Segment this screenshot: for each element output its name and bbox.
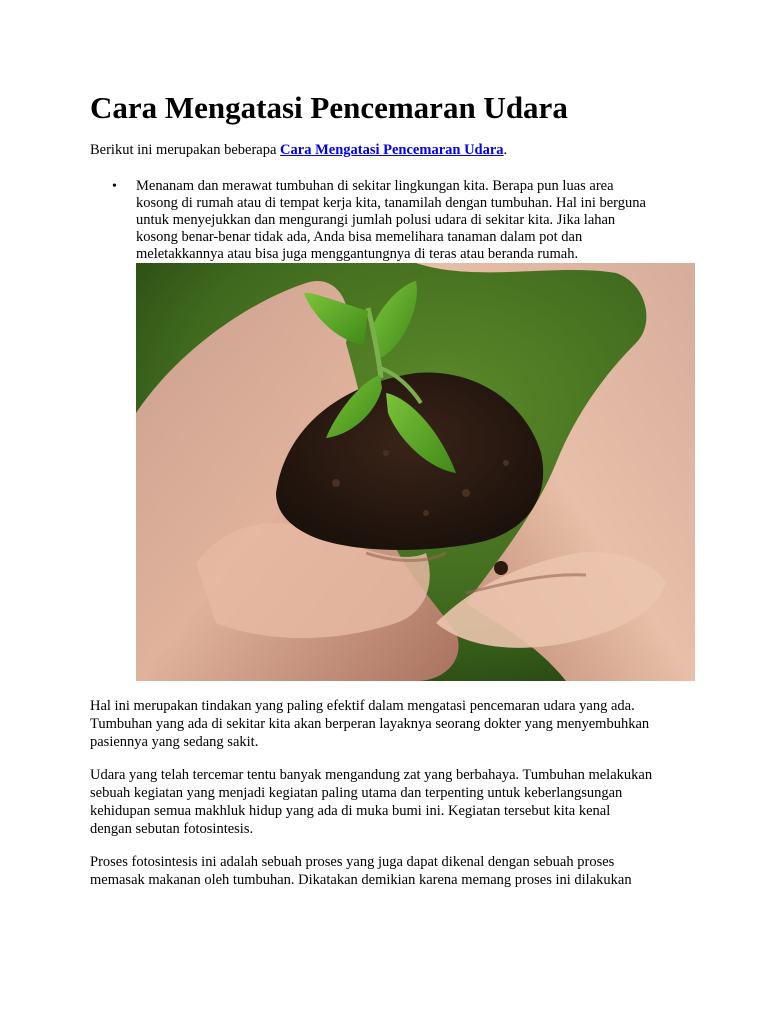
paragraph-line: Proses fotosintesis ini adalah sebuah proses yang juga dapat dikenal dengan sebuah proses (90, 854, 615, 870)
intro-link-text[interactable]: Cara Mengatasi Pencemaran Udara (280, 142, 504, 158)
body-paragraph-2 (90, 766, 652, 838)
bullet-icon: • (112, 179, 117, 194)
paragraph-line: dengan sebutan fotosintesis. (90, 821, 254, 837)
bullet-list (90, 178, 650, 263)
paragraph-line: Tumbuhan yang ada di sekitar kita akan berperan layaknya seorang dokter yang menyembuhkan (90, 716, 650, 732)
bullet-line: kosong benar-benar tidak ada, Anda bisa memelihara tanaman dalam pot dan (136, 229, 583, 245)
seedling-in-hands-image (136, 263, 695, 681)
intro-suffix: . (503, 142, 508, 158)
paragraph-line: sebuah kegiatan yang menjadi kegiatan paling utama dan terpenting untuk keberlangsungan (90, 785, 623, 801)
paragraph-line: Udara yang telah tercemar tentu banyak mengandung zat yang berbahaya. Tumbuhan melakukan (90, 767, 653, 783)
intro-link[interactable] (280, 142, 504, 158)
intro-prefix: Berikut ini merupakan beberapa (90, 142, 281, 158)
seedling-in-hands-photo (136, 263, 695, 681)
body-paragraph-3 (90, 853, 632, 889)
paragraph-line: kehidupan semua makhluk hidup yang ada di muka bumi ini. Kegiatan tersebut kita kenal (90, 803, 611, 819)
list-item (90, 178, 650, 263)
paragraph-line: pasiennya yang sedang sakit. (90, 734, 259, 750)
bullet-line: kosong di rumah atau di tempat kerja kita, tanamilah dengan tumbuhan. Hal ini berguna (136, 195, 646, 211)
page-title: Cara Mengatasi Pencemaran Udara (90, 90, 568, 125)
paragraph-line: memasak makanan oleh tumbuhan. Dikatakan demikian karena memang proses ini dilakukan (90, 872, 632, 888)
bullet-line: untuk menyejukkan dan mengurangi jumlah polusi udara di sekitar kita. Jika lahan (136, 212, 616, 228)
paragraph-line: Hal ini merupakan tindakan yang paling efektif dalam mengatasi pencemaran udara yang ada. (90, 698, 635, 714)
bullet-line: meletakkannya atau bisa juga menggantungnya di teras atau beranda rumah. (136, 246, 579, 262)
bullet-line: Menanam dan merawat tumbuhan di sekitar lingkungan kita. Berapa pun luas area (136, 178, 614, 194)
body-paragraph-1 (90, 697, 649, 751)
intro-paragraph (90, 141, 507, 160)
